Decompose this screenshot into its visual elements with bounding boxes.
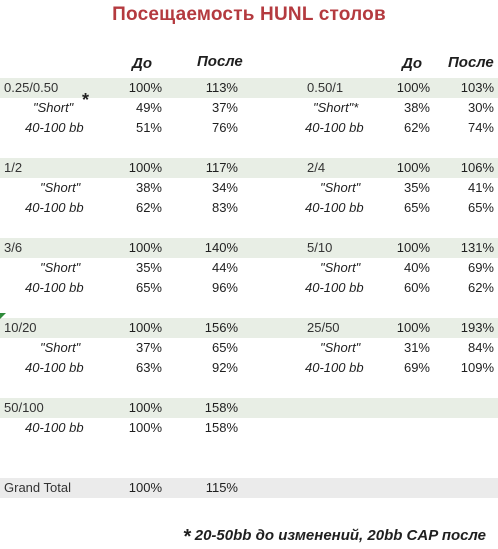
total-before: 100% xyxy=(128,160,162,175)
deep-label: 40-100 bb xyxy=(25,120,84,135)
stake-label: 2/4 xyxy=(307,160,326,175)
short-label: "Short" xyxy=(320,340,361,355)
short-after: 30% xyxy=(467,100,494,115)
header-before-right: До xyxy=(402,55,422,72)
stake-label: 25/50 xyxy=(307,320,340,335)
short-after: 65% xyxy=(211,340,238,355)
short-after: 41% xyxy=(467,180,494,195)
short-label: "Short" xyxy=(320,180,361,195)
stake-label: 0.50/1 xyxy=(307,80,344,95)
stake-label: 3/6 xyxy=(4,240,23,255)
stake-label: 0.25/0.50 xyxy=(4,80,59,95)
total-after: 113% xyxy=(205,80,238,95)
deep-after: 65% xyxy=(467,200,494,215)
short-before: 49% xyxy=(135,100,162,115)
short-before: 37% xyxy=(135,340,162,355)
deep-label: 40-100 bb xyxy=(305,360,364,375)
row-band xyxy=(0,398,498,418)
deep-after: 76% xyxy=(211,120,238,135)
grand-total-after: 115% xyxy=(205,480,238,495)
total-before: 100% xyxy=(128,80,162,95)
footnote-asterisk: * xyxy=(182,526,191,548)
page-title: Посещаемость HUNL столов xyxy=(112,4,386,25)
deep-after: 158% xyxy=(204,420,238,435)
deep-before: 62% xyxy=(135,200,162,215)
short-after: 44% xyxy=(211,260,238,275)
deep-before: 65% xyxy=(135,280,162,295)
total-after: 131% xyxy=(460,240,494,255)
deep-before: 69% xyxy=(403,360,430,375)
deep-before: 63% xyxy=(135,360,162,375)
deep-label: 40-100 bb xyxy=(305,200,364,215)
total-before: 100% xyxy=(128,400,162,415)
short-label: "Short" xyxy=(33,100,74,115)
stake-label: 5/10 xyxy=(307,240,333,255)
deep-label: 40-100 bb xyxy=(25,200,84,215)
deep-after: 83% xyxy=(211,200,238,215)
total-before: 100% xyxy=(128,320,162,335)
deep-label: 40-100 bb xyxy=(305,120,364,135)
short-before: 38% xyxy=(403,100,430,115)
short-after: 84% xyxy=(467,340,494,355)
total-after: 117% xyxy=(205,160,238,175)
header-after-left: После xyxy=(197,53,243,70)
deep-after: 62% xyxy=(467,280,494,295)
short-before: 38% xyxy=(135,180,162,195)
total-after: 193% xyxy=(460,320,494,335)
short-before: 31% xyxy=(403,340,430,355)
short-label: "Short"* xyxy=(313,100,359,115)
total-before: 100% xyxy=(396,320,430,335)
short-label: "Short" xyxy=(320,260,361,275)
deep-before: 100% xyxy=(128,420,162,435)
short-label: "Short" xyxy=(40,340,81,355)
short-after: 34% xyxy=(211,180,238,195)
deep-before: 65% xyxy=(403,200,430,215)
deep-label: 40-100 bb xyxy=(25,420,84,435)
short-after: 69% xyxy=(467,260,494,275)
deep-before: 51% xyxy=(135,120,162,135)
deep-after: 96% xyxy=(211,280,238,295)
short-label: "Short" xyxy=(40,180,81,195)
deep-after: 74% xyxy=(467,120,494,135)
stake-label: 1/2 xyxy=(4,160,23,175)
total-before: 100% xyxy=(128,240,162,255)
header-after-right: После xyxy=(448,54,494,71)
deep-after: 92% xyxy=(211,360,238,375)
deep-before: 60% xyxy=(403,280,430,295)
grand-total-band xyxy=(0,478,498,498)
short-before: 35% xyxy=(135,260,162,275)
grand-total-label: Grand Total xyxy=(4,480,71,495)
deep-label: 40-100 bb xyxy=(305,280,364,295)
total-after: 103% xyxy=(460,80,494,95)
header-before-left: До xyxy=(132,55,152,72)
short-before: 35% xyxy=(403,180,430,195)
deep-before: 62% xyxy=(403,120,430,135)
deep-label: 40-100 bb xyxy=(25,360,84,375)
total-before: 100% xyxy=(396,160,430,175)
total-after: 156% xyxy=(204,320,238,335)
short-before: 40% xyxy=(403,260,430,275)
short-label: "Short" xyxy=(40,260,81,275)
stake-label: 10/20 xyxy=(4,320,37,335)
total-before: 100% xyxy=(396,80,430,95)
stake-label: 50/100 xyxy=(4,400,44,415)
deep-label: 40-100 bb xyxy=(25,280,84,295)
footnote-text: 20-50bb до изменений, 20bb CAP после xyxy=(190,527,486,544)
total-after: 158% xyxy=(204,400,238,415)
asterisk-mark: * xyxy=(82,90,90,110)
total-after: 106% xyxy=(460,160,494,175)
total-after: 140% xyxy=(204,240,238,255)
grand-total-before: 100% xyxy=(128,480,162,495)
deep-after: 109% xyxy=(460,360,494,375)
total-before: 100% xyxy=(396,240,430,255)
short-after: 37% xyxy=(211,100,238,115)
